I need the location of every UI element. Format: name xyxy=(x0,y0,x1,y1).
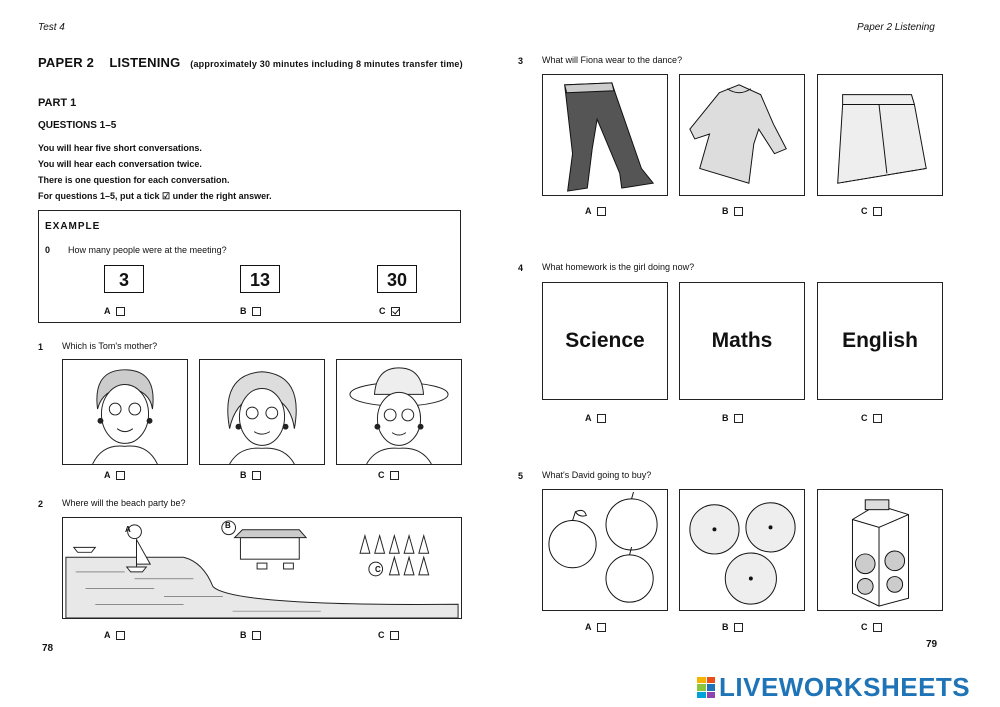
q4-number: 4 xyxy=(518,263,524,273)
q4-option-c xyxy=(861,413,882,423)
option-letter: C xyxy=(861,413,868,423)
checkbox[interactable] xyxy=(252,471,261,480)
page-number-left: 78 xyxy=(42,643,54,654)
q2-option-b xyxy=(240,630,261,640)
q1-option-a xyxy=(104,470,125,480)
instruction-line: For questions 1–5, put a tick ☑ under the right answer. xyxy=(38,191,272,201)
checkbox[interactable] xyxy=(116,631,125,640)
example-question: How many people were at the meeting? xyxy=(68,245,227,255)
q3-option-b xyxy=(722,206,743,216)
beach-map-icon xyxy=(63,518,461,618)
q2-mark-b: B xyxy=(225,521,231,530)
q5-number: 5 xyxy=(518,471,524,481)
checkbox[interactable] xyxy=(252,631,261,640)
checkbox[interactable] xyxy=(734,414,743,423)
option-letter: C xyxy=(861,622,868,632)
q1-picture-c xyxy=(336,359,462,465)
checkbox[interactable] xyxy=(597,623,606,632)
q5-picture-c xyxy=(817,489,943,611)
instruction-line: You will hear each conversation twice. xyxy=(38,159,202,169)
logo-mark-icon xyxy=(697,677,715,699)
example-option-a xyxy=(104,306,125,316)
example-number: 0 xyxy=(45,245,51,255)
q1-picture-b xyxy=(199,359,325,465)
q3-picture-c xyxy=(817,74,943,196)
option-letter: B xyxy=(240,470,247,480)
paper-title-main: PAPER 2 LISTENING xyxy=(38,55,181,70)
option-letter: B xyxy=(722,206,729,216)
running-header-left: Test 4 xyxy=(38,22,65,33)
q3-option-a xyxy=(585,206,606,216)
checkbox-ticked[interactable] xyxy=(391,307,400,316)
skirt-icon xyxy=(818,75,942,195)
paper-title-sub: (approximately 30 minutes including 8 minutes transfer time) xyxy=(190,59,463,69)
q2-picture-beach xyxy=(62,517,462,619)
paper-title xyxy=(38,55,463,70)
q1-option-b xyxy=(240,470,261,480)
option-letter: B xyxy=(240,306,247,316)
checkbox[interactable] xyxy=(873,623,882,632)
checkbox[interactable] xyxy=(597,207,606,216)
q5-picture-b xyxy=(679,489,805,611)
woman-glasses-earrings-icon xyxy=(63,360,187,464)
q4-picture-b: Maths xyxy=(679,282,805,400)
checkbox[interactable] xyxy=(390,631,399,640)
q4-picture-c: English xyxy=(817,282,943,400)
running-header-right: Paper 2 Listening xyxy=(857,22,935,33)
part-heading: PART 1 xyxy=(38,97,77,109)
example-option-c-value: 30 xyxy=(377,265,417,293)
q5-text: What's David going to buy? xyxy=(542,470,652,480)
example-option-c xyxy=(379,306,400,316)
option-letter: C xyxy=(861,206,868,216)
checkbox[interactable] xyxy=(734,623,743,632)
q3-number: 3 xyxy=(518,56,524,66)
checkbox[interactable] xyxy=(390,471,399,480)
q3-picture-a xyxy=(542,74,668,196)
instruction-line: You will hear five short conversations. xyxy=(38,143,202,153)
option-letter: A xyxy=(104,306,111,316)
checkbox[interactable] xyxy=(873,414,882,423)
example-option-b-value: 13 xyxy=(240,265,280,293)
oranges-icon xyxy=(680,490,804,610)
juice-carton-icon xyxy=(818,490,942,610)
q2-text: Where will the beach party be? xyxy=(62,498,186,508)
q2-number: 2 xyxy=(38,499,44,509)
option-letter: A xyxy=(104,630,111,640)
q5-option-c xyxy=(861,622,882,632)
q3-text: What will Fiona wear to the dance? xyxy=(542,55,683,65)
q1-number: 1 xyxy=(38,342,44,352)
page-number-right: 79 xyxy=(926,639,938,650)
q3-picture-b xyxy=(679,74,805,196)
q5-option-b xyxy=(722,622,743,632)
option-letter: C xyxy=(378,630,385,640)
liveworksheets-logo xyxy=(697,672,970,703)
q1-picture-a xyxy=(62,359,188,465)
logo-text: LIVEWORKSHEETS xyxy=(719,672,971,702)
q3-option-c xyxy=(861,206,882,216)
example-option-a-value: 3 xyxy=(104,265,144,293)
trousers-icon xyxy=(543,75,667,195)
q4-option-a xyxy=(585,413,606,423)
checkbox[interactable] xyxy=(252,307,261,316)
q5-option-a xyxy=(585,622,606,632)
example-title: EXAMPLE xyxy=(45,221,101,232)
option-letter: A xyxy=(585,206,592,216)
checkbox[interactable] xyxy=(873,207,882,216)
q2-option-c xyxy=(378,630,399,640)
checkbox[interactable] xyxy=(116,307,125,316)
apples-icon xyxy=(543,490,667,610)
option-letter: B xyxy=(722,413,729,423)
q4-text: What homework is the girl doing now? xyxy=(542,262,695,272)
checkbox[interactable] xyxy=(597,414,606,423)
option-letter: A xyxy=(585,622,592,632)
option-letter: C xyxy=(379,306,386,316)
checkbox[interactable] xyxy=(116,471,125,480)
q5-picture-a xyxy=(542,489,668,611)
instruction-line: There is one question for each conversation. xyxy=(38,175,230,185)
dress-icon xyxy=(680,75,804,195)
q4-picture-a: Science xyxy=(542,282,668,400)
option-letter: B xyxy=(722,622,729,632)
example-option-b xyxy=(240,306,261,316)
q2-mark-a: A xyxy=(125,525,131,534)
questions-heading: QUESTIONS 1–5 xyxy=(38,120,117,131)
woman-glasses-curly-hair-icon xyxy=(200,360,324,464)
checkbox[interactable] xyxy=(734,207,743,216)
q4-option-b xyxy=(722,413,743,423)
option-letter: C xyxy=(378,470,385,480)
q1-text: Which is Tom's mother? xyxy=(62,341,158,351)
q1-option-c xyxy=(378,470,399,480)
woman-glasses-hat-icon xyxy=(337,360,461,464)
q2-option-a xyxy=(104,630,125,640)
q2-mark-c: C xyxy=(375,565,381,574)
option-letter: A xyxy=(104,470,111,480)
option-letter: A xyxy=(585,413,592,423)
option-letter: B xyxy=(240,630,247,640)
